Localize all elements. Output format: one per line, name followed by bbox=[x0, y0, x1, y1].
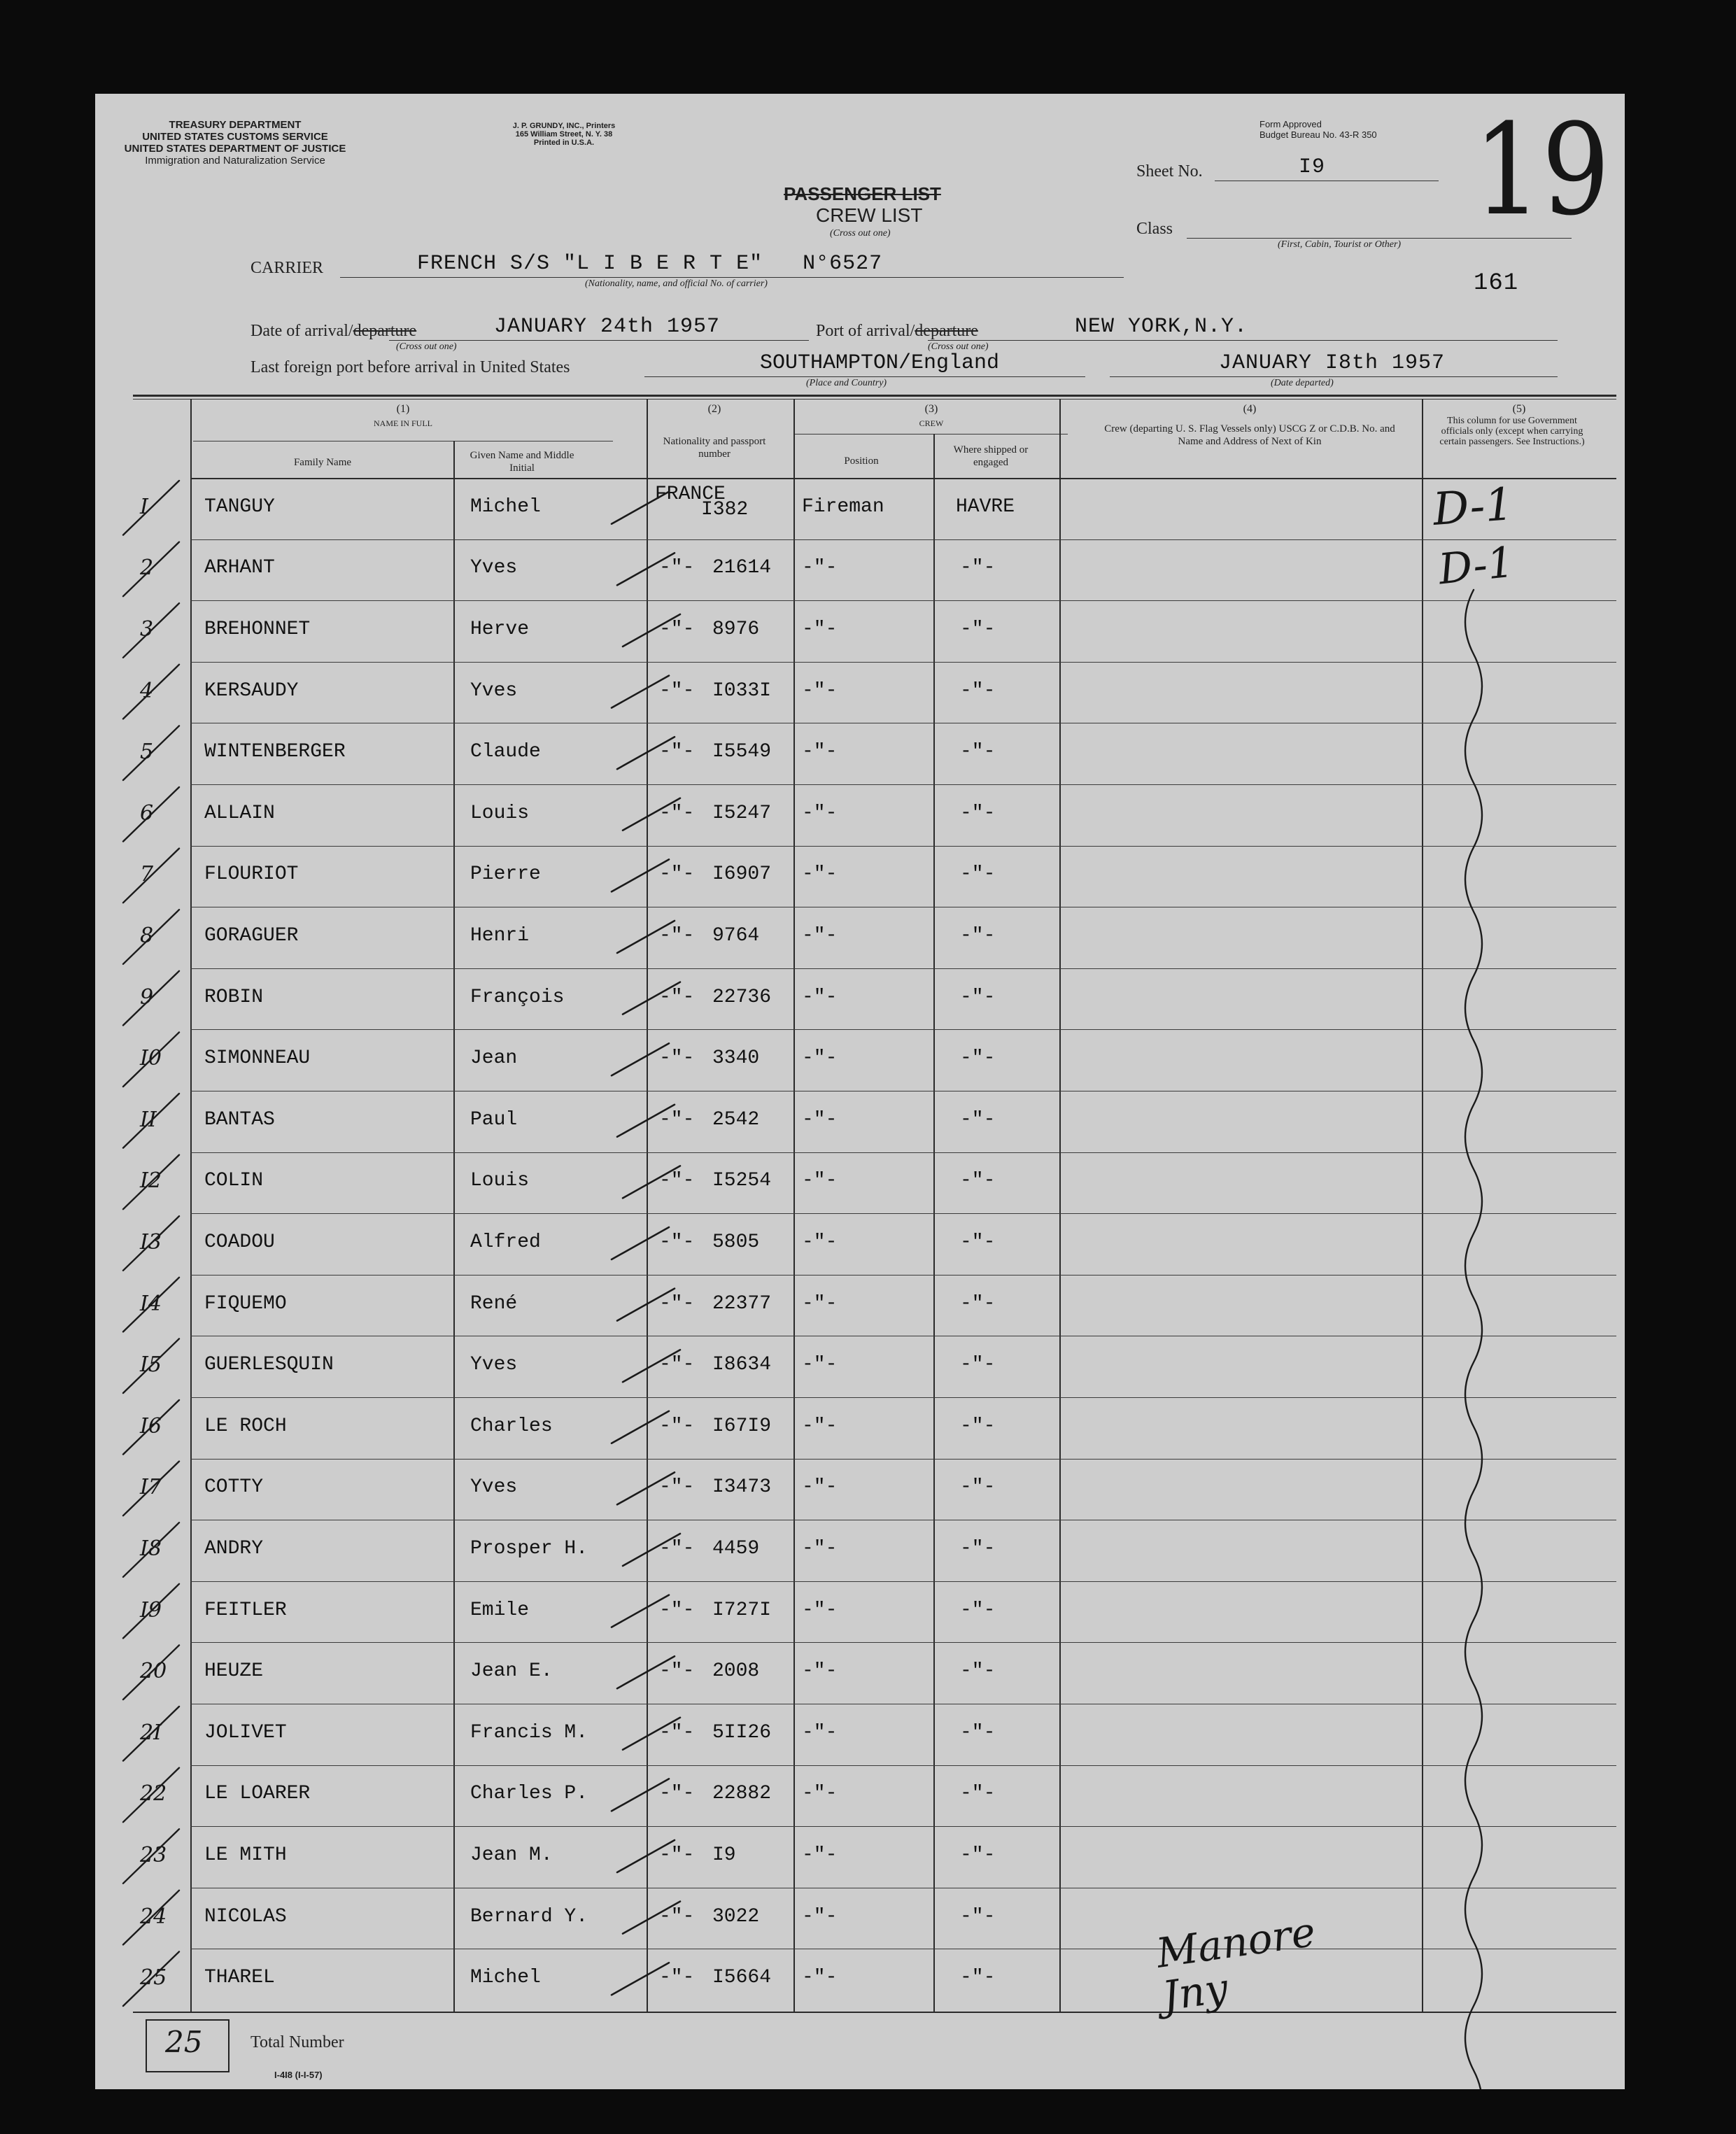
total-label: Total Number bbox=[250, 2033, 344, 2051]
nationality: -"- bbox=[659, 986, 695, 1008]
title-struck: PASSENGER LIST bbox=[784, 183, 941, 204]
where-engaged: -"- bbox=[960, 1660, 996, 1683]
port-value: NEW YORK,N.Y. bbox=[1075, 315, 1248, 339]
family-name: BREHONNET bbox=[204, 619, 311, 640]
row-number: I bbox=[140, 494, 148, 519]
row-number: 24 bbox=[140, 1904, 167, 1929]
passport-number: I67I9 bbox=[712, 1415, 772, 1437]
where-engaged: -"- bbox=[960, 925, 996, 947]
given-name: Charles bbox=[470, 1415, 553, 1437]
where-engaged: -"- bbox=[960, 557, 996, 579]
nationality: -"- bbox=[659, 1721, 695, 1744]
row-rule bbox=[190, 1275, 1616, 1276]
family-name: ROBIN bbox=[204, 986, 264, 1008]
position: -"- bbox=[802, 619, 838, 640]
rule-left bbox=[190, 399, 192, 2012]
row-number: II bbox=[140, 1107, 157, 1132]
col5-num: (5) bbox=[1512, 403, 1526, 415]
class-note: (First, Cabin, Tourist or Other) bbox=[1278, 239, 1402, 250]
passport-number: I8634 bbox=[712, 1354, 772, 1376]
where-engaged: -"- bbox=[960, 1231, 996, 1253]
col2-title: Nationality and passport number bbox=[663, 436, 766, 460]
last-port-note: (Place and Country) bbox=[806, 378, 887, 388]
family-name: GORAGUER bbox=[204, 925, 299, 947]
col4-num: (4) bbox=[1243, 403, 1257, 415]
arrival-value: JANUARY 24th 1957 bbox=[494, 315, 721, 339]
form-approved: Form Approved Budget Bureau No. 43-R 350 bbox=[1259, 119, 1377, 140]
where-engaged: -"- bbox=[960, 679, 996, 702]
row-number: I2 bbox=[140, 1168, 162, 1194]
given-name: Jean M. bbox=[470, 1844, 553, 1866]
position: -"- bbox=[802, 1721, 838, 1744]
given-name: Charles P. bbox=[470, 1783, 588, 1805]
row-number: 3 bbox=[140, 617, 154, 642]
where-engaged: -"- bbox=[960, 1599, 996, 1621]
given-name: Henri bbox=[470, 925, 530, 947]
row-rule bbox=[190, 1642, 1616, 1643]
nationality: -"- bbox=[659, 1599, 695, 1621]
family-name: BANTAS bbox=[204, 1108, 275, 1131]
where-engaged: -"- bbox=[960, 1783, 996, 1805]
position: -"- bbox=[802, 1538, 838, 1560]
passport-number: 3022 bbox=[712, 1905, 760, 1928]
given-name: Jean bbox=[470, 1047, 518, 1070]
passport-number: 22882 bbox=[712, 1783, 772, 1805]
annotation-d1-second: D-1 bbox=[1436, 537, 1517, 595]
passport-number: 2542 bbox=[712, 1108, 760, 1131]
position: -"- bbox=[802, 1047, 838, 1070]
position: -"- bbox=[802, 1108, 838, 1131]
last-port-label: Last foreign port before arrival in United States bbox=[250, 358, 570, 376]
given-name: Michel bbox=[470, 495, 541, 518]
family-name: FEITLER bbox=[204, 1599, 287, 1621]
row-rule bbox=[190, 846, 1616, 847]
where-engaged: HAVRE bbox=[956, 495, 1015, 518]
header-bottom-rule bbox=[190, 478, 1616, 479]
given-name: François bbox=[470, 986, 565, 1008]
where-engaged: -"- bbox=[960, 1905, 996, 1928]
carrier-label: CARRIER bbox=[250, 259, 324, 277]
family-name: ALLAIN bbox=[204, 802, 275, 824]
family-name: NICOLAS bbox=[204, 1905, 287, 1928]
row-number: I4 bbox=[140, 1291, 162, 1316]
nationality: -"- bbox=[659, 1905, 695, 1928]
given-name: Louis bbox=[470, 802, 530, 824]
passport-number: 5805 bbox=[712, 1231, 760, 1253]
row-number: I8 bbox=[140, 1536, 162, 1561]
row-number: I6 bbox=[140, 1413, 162, 1439]
row-number: 25 bbox=[140, 1965, 167, 1991]
col3-where: Where shipped or engaged bbox=[953, 444, 1029, 468]
position: -"- bbox=[802, 986, 838, 1008]
position: -"- bbox=[802, 1905, 838, 1928]
where-engaged: -"- bbox=[960, 741, 996, 763]
passport-number: I5549 bbox=[712, 741, 772, 763]
position: -"- bbox=[802, 1783, 838, 1805]
row-number: 8 bbox=[140, 924, 154, 948]
title-note: (Cross out one) bbox=[830, 228, 891, 239]
given-name: Francis M. bbox=[470, 1721, 588, 1744]
nationality: -"- bbox=[659, 1967, 695, 1989]
passport-number: 21614 bbox=[712, 557, 772, 579]
form-code: I-4I8 (I-I-57) bbox=[274, 2070, 323, 2080]
table-bottom-rule bbox=[133, 2012, 1616, 2013]
position: -"- bbox=[802, 1844, 838, 1866]
position: -"- bbox=[802, 1660, 838, 1683]
passport-number: I5247 bbox=[712, 802, 772, 824]
row-number: I5 bbox=[140, 1352, 162, 1378]
family-name: LE ROCH bbox=[204, 1415, 287, 1437]
row-number: 4 bbox=[140, 678, 154, 703]
where-engaged: -"- bbox=[960, 802, 996, 824]
sheet-label: Sheet No. bbox=[1136, 162, 1203, 181]
nationality: -"- bbox=[659, 1415, 695, 1437]
nationality: -"- bbox=[659, 1231, 695, 1253]
row-number: 20 bbox=[140, 1659, 167, 1684]
carrier-line bbox=[340, 277, 1124, 278]
passport-number: I3473 bbox=[712, 1476, 772, 1499]
row-rule bbox=[190, 968, 1616, 969]
nationality: -"- bbox=[659, 557, 695, 579]
passport-number: 5II26 bbox=[712, 1721, 772, 1744]
where-engaged: -"- bbox=[960, 1170, 996, 1192]
nationality: -"- bbox=[659, 1047, 695, 1070]
given-name: Paul bbox=[470, 1108, 518, 1131]
sheet-number: I9 bbox=[1299, 155, 1326, 179]
col1-family: Family Name bbox=[293, 457, 352, 468]
nationality: -"- bbox=[659, 1783, 695, 1805]
arrival-note: (Cross out one) bbox=[396, 341, 457, 352]
family-name: WINTENBERGER bbox=[204, 741, 346, 763]
family-name: ARHANT bbox=[204, 557, 275, 579]
row-number: 2I bbox=[140, 1720, 162, 1745]
position: -"- bbox=[802, 802, 838, 824]
nationality: -"- bbox=[659, 1476, 695, 1499]
date-departed-value: JANUARY I8th 1957 bbox=[1219, 351, 1446, 375]
family-name: ANDRY bbox=[204, 1538, 264, 1560]
arrival-line bbox=[389, 340, 809, 341]
agency-header: TREASURY DEPARTMENT UNITED STATES CUSTOMS SERVICE UNITED STATES DEPARTMENT OF JUSTICE Immigration and Naturalization Service bbox=[124, 119, 346, 167]
family-name: TANGUY bbox=[204, 495, 275, 518]
family-name: LE MITH bbox=[204, 1844, 287, 1866]
passport-number: 4459 bbox=[712, 1538, 760, 1560]
family-name: COADOU bbox=[204, 1231, 275, 1253]
class-line bbox=[1187, 238, 1572, 239]
stamp-number: 161 bbox=[1474, 270, 1519, 297]
given-name: Michel bbox=[470, 1967, 541, 1989]
col1-given: Given Name and Middle Initial bbox=[470, 450, 574, 474]
row-rule bbox=[190, 1581, 1616, 1582]
row-number: 9 bbox=[140, 984, 154, 1010]
nationality: -"- bbox=[659, 741, 695, 763]
carrier-value: FRENCH S/S "L I B E R T E" N°6527 bbox=[417, 252, 883, 276]
where-engaged: -"- bbox=[960, 1844, 996, 1866]
family-name: COLIN bbox=[204, 1170, 264, 1192]
row-rule bbox=[190, 539, 1616, 540]
arrival-label: Date of arrival/departure bbox=[250, 322, 417, 340]
nationality: -"- bbox=[659, 925, 695, 947]
row-rule bbox=[190, 1397, 1616, 1398]
nationality: -"- bbox=[659, 802, 695, 824]
signature: Manore Jny bbox=[1153, 1907, 1318, 2021]
position: -"- bbox=[802, 1292, 838, 1315]
row-number: I0 bbox=[140, 1046, 162, 1071]
date-departed-line bbox=[1110, 376, 1558, 377]
row-rule bbox=[190, 1029, 1616, 1030]
nationality: FRANCE bbox=[655, 483, 726, 505]
family-name: FIQUEMO bbox=[204, 1292, 287, 1315]
given-name: Claude bbox=[470, 741, 541, 763]
where-engaged: -"- bbox=[960, 1415, 996, 1437]
nationality: -"- bbox=[659, 1108, 695, 1131]
where-engaged: -"- bbox=[960, 619, 996, 640]
family-name: FLOURIOT bbox=[204, 863, 299, 886]
row-rule bbox=[190, 1152, 1616, 1153]
col4-title: Crew (departing U. S. Flag Vessels only) USCG Z or C.D.B. No. and Name and Address of Next of Kin bbox=[1104, 423, 1395, 447]
row-rule bbox=[190, 1213, 1616, 1214]
nationality: -"- bbox=[659, 619, 695, 640]
col3-title: CREW bbox=[919, 418, 944, 428]
col3-position: Position bbox=[844, 455, 879, 467]
given-name: Yves bbox=[470, 1476, 518, 1499]
row-number: I3 bbox=[140, 1230, 162, 1255]
where-engaged: -"- bbox=[960, 1108, 996, 1131]
col3-num: (3) bbox=[924, 403, 938, 415]
ditto-wave-line bbox=[1465, 590, 1482, 2089]
given-name: Pierre bbox=[470, 863, 541, 886]
row-rule bbox=[190, 1765, 1616, 1766]
family-name: KERSAUDY bbox=[204, 679, 299, 702]
passport-number: I5254 bbox=[712, 1170, 772, 1192]
passport-number: I5664 bbox=[712, 1967, 772, 1989]
where-engaged: -"- bbox=[960, 1292, 996, 1315]
given-name: Jean E. bbox=[470, 1660, 553, 1683]
family-name: SIMONNEAU bbox=[204, 1047, 311, 1070]
where-engaged: -"- bbox=[960, 1721, 996, 1744]
position: -"- bbox=[802, 1415, 838, 1437]
table-top-rule bbox=[133, 395, 1616, 397]
port-note: (Cross out one) bbox=[928, 341, 989, 352]
row-number: 6 bbox=[140, 800, 154, 826]
position: -"- bbox=[802, 741, 838, 763]
where-engaged: -"- bbox=[960, 1354, 996, 1376]
row-number: I9 bbox=[140, 1597, 162, 1623]
rule-given bbox=[453, 441, 455, 2012]
position: -"- bbox=[802, 1354, 838, 1376]
position: -"- bbox=[802, 1231, 838, 1253]
rule-kin bbox=[1059, 399, 1061, 2012]
nationality: -"- bbox=[659, 1660, 695, 1683]
nationality: -"- bbox=[659, 1844, 695, 1866]
family-name: JOLIVET bbox=[204, 1721, 287, 1744]
position: -"- bbox=[802, 557, 838, 579]
passport-number: I033I bbox=[712, 679, 772, 702]
nationality: -"- bbox=[659, 1292, 695, 1315]
row-number: 23 bbox=[140, 1843, 167, 1867]
passport-number: 3340 bbox=[712, 1047, 760, 1070]
rule-crew bbox=[793, 399, 795, 2012]
nationality: -"- bbox=[659, 863, 695, 886]
position: -"- bbox=[802, 863, 838, 886]
last-port-line bbox=[644, 376, 1085, 377]
row-number: 2 bbox=[140, 556, 154, 581]
passport-number: 9764 bbox=[712, 925, 760, 947]
family-name: GUERLESQUIN bbox=[204, 1354, 334, 1376]
given-name: Alfred bbox=[470, 1231, 541, 1253]
class-label: Class bbox=[1136, 220, 1173, 238]
given-name: Louis bbox=[470, 1170, 530, 1192]
port-line bbox=[928, 340, 1558, 341]
position: -"- bbox=[802, 1599, 838, 1621]
passport-number: 22736 bbox=[712, 986, 772, 1008]
position: -"- bbox=[802, 1967, 838, 1989]
carrier-note: (Nationality, name, and official No. of carrier) bbox=[585, 278, 768, 289]
rule-where bbox=[933, 434, 935, 2012]
position: -"- bbox=[802, 1476, 838, 1499]
given-name: Emile bbox=[470, 1599, 530, 1621]
family-name: COTTY bbox=[204, 1476, 264, 1499]
family-name: LE LOARER bbox=[204, 1783, 311, 1805]
nationality: -"- bbox=[659, 1170, 695, 1192]
col5-title: This column for use Government officials only (except when carrying certain passengers. See Instructions.) bbox=[1439, 416, 1585, 447]
passport-number: I382 bbox=[701, 498, 749, 521]
where-engaged: -"- bbox=[960, 1538, 996, 1560]
row-number: 5 bbox=[140, 740, 154, 765]
col1-num: (1) bbox=[396, 403, 410, 415]
row-number: 7 bbox=[140, 862, 154, 887]
row-check-mark bbox=[123, 481, 179, 535]
given-name: Bernard Y. bbox=[470, 1905, 588, 1928]
passport-number: I727I bbox=[712, 1599, 772, 1621]
port-label: Port of arrival/departure bbox=[816, 322, 978, 340]
pen-marks bbox=[95, 94, 1625, 2089]
printer-imprint: J. P. GRUNDY, INC., Printers 165 William Street, N. Y. 38 Printed in U.S.A. bbox=[512, 122, 616, 147]
position: -"- bbox=[802, 1170, 838, 1192]
where-engaged: -"- bbox=[960, 986, 996, 1008]
col1-title: NAME IN FULL bbox=[374, 418, 432, 428]
where-engaged: -"- bbox=[960, 863, 996, 886]
row-rule bbox=[190, 1459, 1616, 1460]
passport-number: 2008 bbox=[712, 1660, 760, 1683]
where-engaged: -"- bbox=[960, 1476, 996, 1499]
family-name: THAREL bbox=[204, 1967, 275, 1989]
position: -"- bbox=[802, 679, 838, 702]
passport-number: 22377 bbox=[712, 1292, 772, 1315]
last-port-value: SOUTHAMPTON/England bbox=[760, 351, 1000, 375]
row-rule bbox=[190, 784, 1616, 785]
row-number: 22 bbox=[140, 1781, 167, 1807]
where-engaged: -"- bbox=[960, 1967, 996, 1989]
rule-official bbox=[1422, 399, 1423, 2012]
given-name: Prosper H. bbox=[470, 1538, 588, 1560]
given-name: Yves bbox=[470, 557, 518, 579]
table-top-rule-2 bbox=[133, 399, 1616, 400]
position: -"- bbox=[802, 925, 838, 947]
col2-num: (2) bbox=[707, 403, 721, 415]
total-value: 25 bbox=[165, 2025, 203, 2059]
passport-number: I9 bbox=[712, 1844, 736, 1866]
nationality: -"- bbox=[659, 679, 695, 702]
given-name: Yves bbox=[470, 679, 518, 702]
given-name: René bbox=[470, 1292, 518, 1315]
passport-number: 8976 bbox=[712, 619, 760, 640]
nationality: -"- bbox=[659, 1354, 695, 1376]
title-main: CREW LIST bbox=[816, 204, 923, 226]
family-name: HEUZE bbox=[204, 1660, 264, 1683]
given-name: Yves bbox=[470, 1354, 518, 1376]
nationality: -"- bbox=[659, 1538, 695, 1560]
row-rule bbox=[190, 600, 1616, 601]
row-rule bbox=[190, 662, 1616, 663]
rule-nat bbox=[647, 399, 648, 2012]
crew-list-document bbox=[95, 94, 1625, 2089]
where-engaged: -"- bbox=[960, 1047, 996, 1070]
row-rule bbox=[190, 1826, 1616, 1827]
given-name: Herve bbox=[470, 619, 530, 640]
row-number: I7 bbox=[140, 1475, 162, 1500]
date-departed-note: (Date departed) bbox=[1271, 378, 1334, 388]
annotation-d1-first: D-1 bbox=[1431, 479, 1516, 536]
big-sheet-number: 19 bbox=[1474, 97, 1610, 243]
passport-number: I6907 bbox=[712, 863, 772, 886]
position: Fireman bbox=[802, 495, 884, 518]
